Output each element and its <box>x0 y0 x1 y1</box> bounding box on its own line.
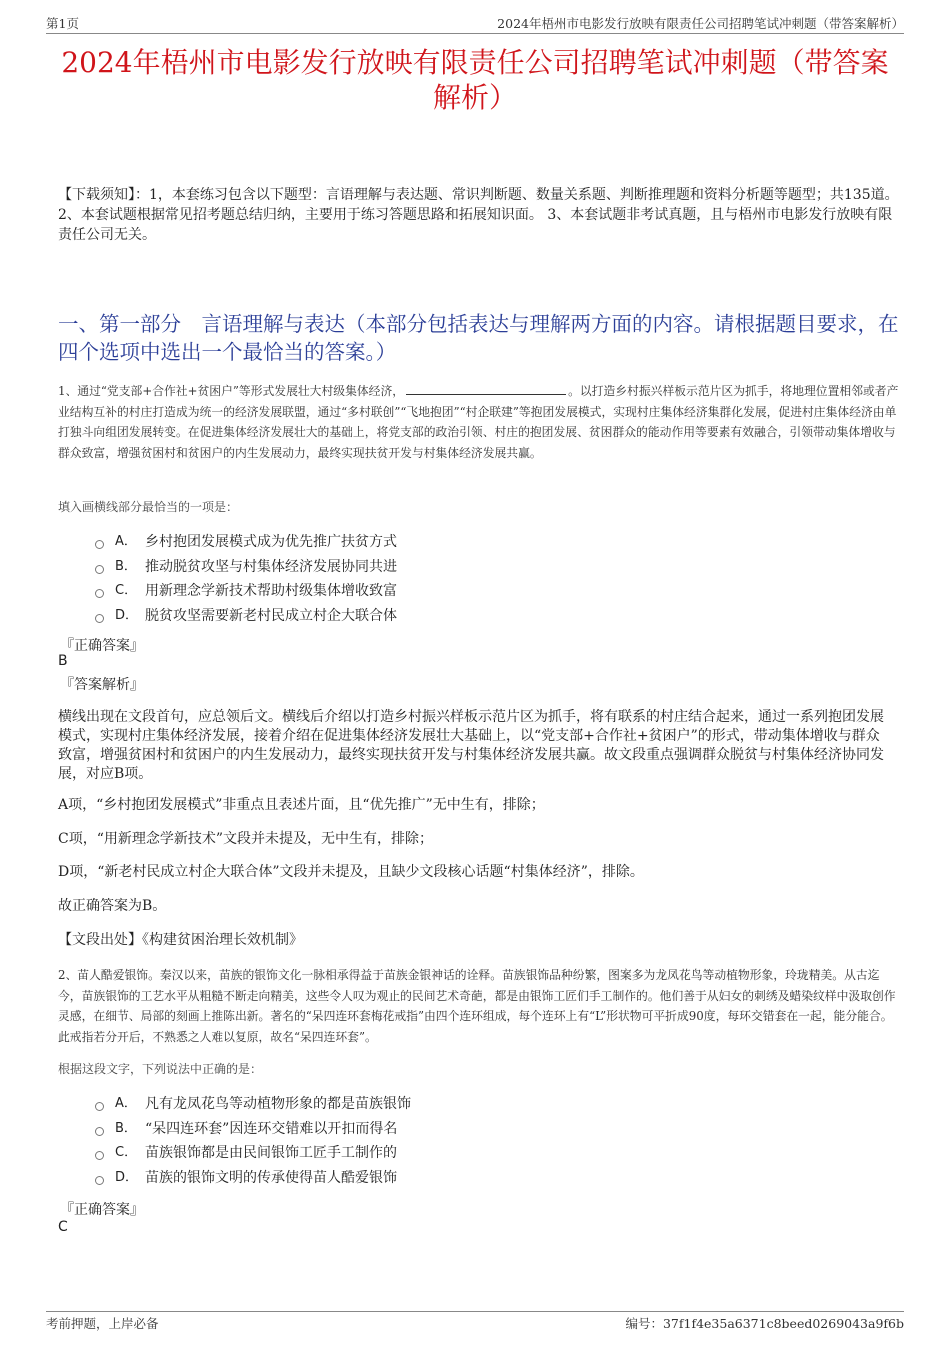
analysis-conclusion: 故正确答案为B。 <box>58 898 167 914</box>
question-2-prompt: 根据这段文字，下列说法中正确的是： <box>58 1062 263 1076</box>
footer-divider <box>46 1311 904 1312</box>
radio-button[interactable] <box>95 540 104 549</box>
option-a[interactable]: A． 乡村抱团发展模式成为优先推广扶贫方式 <box>95 530 795 555</box>
question-2-options <box>95 1092 795 1190</box>
question-2-stem: 2、苗人酷爱银饰。秦汉以来，苗族的银饰文化一脉相承得益于苗族金银神话的诠释。苗族银饰品种纷繁，图案多为龙凤花鸟等动植物形象，玲珑精美。从古迄今，苗族银饰的工艺水平从粗糙不断走向精美，这些令人叹为观止的民间艺术奇葩，都是由银饰工匠们手工制作的。他们善于从妇女的刺绣及蜡染纹样中汲取创作灵感，在细节、局部的刻画上推陈出新。著名的“呆四连环套梅花戒指”由四个连环组成，每个连环上有“L”形状物可平折成90度，每环交错套在一起，能分能合。此戒指若分开后，不熟悉之人难以复原，故名“呆四连环套”。 <box>58 968 896 1044</box>
option-b[interactable]: B． “呆四连环套”因连环交错难以开扣而得名 <box>95 1117 795 1142</box>
radio-button[interactable] <box>95 614 104 623</box>
option-d[interactable]: D． 脱贫攻坚需要新老村民成立村企大联合体 <box>95 604 795 629</box>
header-divider <box>46 33 904 34</box>
radio-button[interactable] <box>95 589 104 598</box>
radio-button[interactable] <box>95 1102 104 1111</box>
radio-button[interactable] <box>95 1176 104 1185</box>
question-1-prompt: 填入画横线部分最恰当的一项是： <box>58 500 239 514</box>
question-1-options <box>95 530 795 628</box>
correct-answer-value: C <box>58 1219 68 1235</box>
section-heading: 一、第一部分 言语理解与表达（本部分包括表达与理解两方面的内容。请根据题目要求，在四个选项中选出一个最恰当的答案。） <box>58 312 899 364</box>
radio-button[interactable] <box>95 565 104 574</box>
footer-slogan: 考前押题，上岸必备 <box>46 1316 159 1331</box>
analysis-label: 『答案解析』 <box>60 677 144 693</box>
option-d[interactable]: D． 苗族的银饰文明的传承使得苗人酷爱银饰 <box>95 1166 795 1191</box>
option-c[interactable]: C． 用新理念学新技术帮助村级集体增收致富 <box>95 579 795 604</box>
page-header <box>46 14 904 34</box>
document-id: 编号：37f1f4e35a6371c8beed0269043a9f6b <box>625 1316 904 1331</box>
analysis-note-c: C项，“用新理念学新技术”文段并未提及，无中生有，排除； <box>58 831 434 847</box>
passage-source: 【文段出处】《构建贫困治理长效机制》 <box>58 932 303 948</box>
radio-button[interactable] <box>95 1127 104 1136</box>
page-number: 第1页 <box>46 16 79 31</box>
analysis-note-d: D项，“新老村民成立村企大联合体”文段并未提及，且缺少文段核心话题“村集体经济”，排除。 <box>58 864 644 880</box>
page-title: 2024年梧州市电影发行放映有限责任公司招聘笔试冲刺题（带答案解析） <box>61 46 889 114</box>
answer-blank <box>406 382 566 395</box>
header-doc-title: 2024年梧州市电影发行放映有限责任公司招聘笔试冲刺题（带答案解析） <box>497 16 904 31</box>
option-a[interactable]: A． 凡有龙凤花鸟等动植物形象的都是苗族银饰 <box>95 1092 795 1117</box>
analysis-note-a: A项，“乡村抱团发展模式”非重点且表述片面，且“优先推广”无中生有，排除； <box>58 797 545 813</box>
question-1-stem: 1、通过“党支部+合作社+贫困户”等形式发展壮大村级集体经济， 。以打造乡村振兴样板示范片区为抓手，将地理位置相邻或者产业结构互补的村庄打造成为统一的经济发展联盟，通过“多村联创”“飞地抱团”“村企联建”等抱团发展模式，实现村庄集体经济集群化发展，促进村庄集体经济由单打独斗向组团发展转变。在促进集体经济发展壮大的基础上，将党支部的政治引领、村庄的抱团发展、贫困群众的能动作用等要素有效融合，引领带动集体增收与群众致富，增强贫困村和贫困户的内生发展动力，最终实现扶贫开发与村集体经济发展共赢。 <box>58 384 899 460</box>
download-notice: 【下载须知】：1，本套练习包含以下题型：言语理解与表达题、常识判断题、数量关系题、判断推理题和资料分析题等题型；共135道。 2、本套试题根据常见招考题总结归纳，主要用于练习答题思路和拓展知识面。 3、本套试题非考试真题，且与梧州市电影发行放映有限责任公司无关。 <box>58 187 899 243</box>
option-b[interactable]: B． 推动脱贫攻坚与村集体经济发展协同共进 <box>95 555 795 580</box>
analysis-text: 横线出现在文段首句，应总领后文。横线后介绍以打造乡村振兴样板示范片区为抓手，将有联系的村庄结合起来，通过一系列抱团发展模式，实现村庄集体经济发展，接着介绍在促进集体经济发展壮大基础上，以“党支部+合作社+贫困户”的形式，带动集体增收与群众致富，增强贫困村和贫困户的内生发展动力，最终实现扶贫开发与村集体经济发展共赢。故文段重点强调群众脱贫与村集体经济协同发展，对应B项。 <box>58 709 884 782</box>
option-c[interactable]: C． 苗族银饰都是由民间银饰工匠手工制作的 <box>95 1141 795 1166</box>
radio-button[interactable] <box>95 1151 104 1160</box>
correct-answer-value: B <box>58 653 68 669</box>
correct-answer-label: 『正确答案』 <box>60 1202 144 1218</box>
correct-answer-label: 『正确答案』 <box>60 638 144 654</box>
